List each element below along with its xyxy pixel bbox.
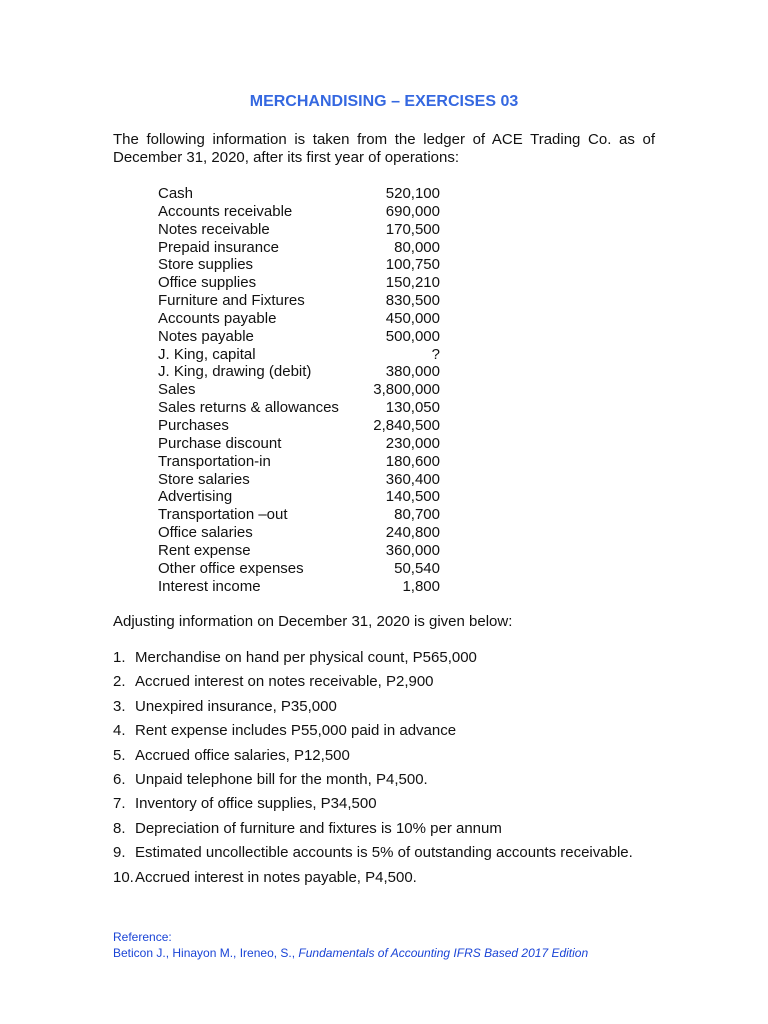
ledger-amount: 360,400: [385, 470, 440, 488]
reference-authors: Beticon J., Hinayon M., Ireneo, S.,: [113, 946, 299, 960]
ledger-amount: 180,600: [385, 452, 440, 470]
ledger-row: [158, 578, 440, 596]
ledger-account: Purchases: [158, 416, 229, 434]
adjustment-number: 10.: [113, 868, 134, 886]
ledger-account: Sales: [158, 381, 196, 399]
ledger-amount: 3,800,000: [373, 381, 440, 399]
ledger-account: Advertising: [158, 488, 233, 506]
adjustment-number: 1.: [113, 649, 126, 666]
ledger-account: Other office expenses: [158, 559, 304, 577]
ledger-amount: 360,000: [385, 541, 440, 559]
ledger-row: [158, 185, 440, 203]
ledger-account: Office supplies: [158, 274, 257, 292]
ledger-amount: 690,000: [385, 202, 440, 220]
ledger-amount: 80,000: [394, 238, 440, 256]
ledger-amount: 50,540: [394, 559, 440, 577]
ledger-list: [158, 185, 440, 595]
adjustment-item: [113, 770, 673, 794]
adjustment-number: 8.: [113, 819, 126, 837]
ledger-amount: 80,700: [394, 506, 440, 524]
adjustment-item: [113, 746, 673, 770]
ledger-account: Cash: [158, 185, 194, 202]
ledger-account: J. King, drawing (debit): [158, 363, 312, 381]
ledger-account: Transportation-in: [158, 452, 271, 470]
ledger-amount: 140,500: [385, 488, 440, 506]
adjustment-text: Accrued interest in notes payable, P4,500.: [135, 868, 417, 886]
ledger-row: [158, 221, 440, 239]
ledger-row: [158, 381, 440, 399]
ledger-account: Sales returns & allowances: [158, 399, 339, 417]
adjustment-number: 7.: [113, 795, 126, 813]
adjustment-text: Accrued interest on notes receivable, P2,900: [135, 673, 434, 691]
adjustment-item: [113, 868, 673, 892]
ledger-account: Office salaries: [158, 524, 253, 542]
adjustment-item: [113, 843, 673, 867]
adjustment-item: [113, 648, 673, 672]
ledger-row: [158, 274, 440, 292]
adjustment-text: Estimated uncollectible accounts is 5% of outstanding accounts receivable.: [135, 844, 633, 862]
ledger-account: Interest income: [158, 577, 261, 595]
ledger-row: [158, 506, 440, 524]
ledger-amount: 520,100: [385, 185, 440, 202]
ledger-row: [158, 417, 440, 435]
ledger-amount: 380,000: [385, 363, 440, 381]
adjustment-number: 4.: [113, 722, 126, 740]
ledger-row: [158, 560, 440, 578]
ledger-account: Accounts payable: [158, 309, 277, 327]
ledger-amount: 130,050: [385, 399, 440, 417]
reference-label: Reference:: [113, 930, 172, 944]
ledger-account: Notes receivable: [158, 220, 270, 238]
ledger-account: Notes payable: [158, 327, 254, 345]
ledger-account: Store supplies: [158, 256, 254, 274]
ledger-amount: 500,000: [385, 327, 440, 345]
ledger-account: Prepaid insurance: [158, 238, 279, 256]
ledger-row: [158, 363, 440, 381]
ledger-amount: 450,000: [385, 309, 440, 327]
ledger-row: [158, 453, 440, 471]
reference-citation: [113, 945, 588, 961]
adjustment-number: 3.: [113, 697, 126, 715]
adjustment-number: 2.: [113, 673, 126, 691]
ledger-amount: 150,210: [385, 274, 440, 292]
ledger-amount: 240,800: [385, 524, 440, 542]
ledger-amount: 230,000: [385, 434, 440, 452]
adjustment-item: [113, 721, 673, 745]
ledger-row: [158, 471, 440, 489]
adjustment-text: Merchandise on hand per physical count, P565,000: [135, 649, 477, 666]
adjustment-number: 6.: [113, 770, 126, 788]
ledger-account: Furniture and Fixtures: [158, 292, 305, 310]
ledger-account: Purchase discount: [158, 434, 282, 452]
ledger-row: [158, 542, 440, 560]
ledger-row: [158, 310, 440, 328]
adjustment-text: Depreciation of furniture and fixtures is 10% per annum: [135, 819, 502, 837]
ledger-amount: 1,800: [402, 577, 440, 595]
ledger-account: Transportation –out: [158, 506, 288, 524]
adjustment-item: [113, 672, 673, 696]
adjustment-number: 9.: [113, 844, 126, 862]
ledger-row: [158, 399, 440, 417]
ledger-account: Store salaries: [158, 470, 250, 488]
adjustment-text: Unexpired insurance, P35,000: [135, 697, 337, 715]
adjustment-text: Rent expense includes P55,000 paid in advance: [135, 722, 457, 740]
adjustment-item: [113, 819, 673, 843]
ledger-amount: 170,500: [385, 220, 440, 238]
ledger-row: [158, 346, 440, 364]
adjustment-number: 5.: [113, 746, 126, 764]
ledger-amount: 100,750: [385, 256, 440, 274]
ledger-row: [158, 435, 440, 453]
ledger-amount: 2,840,500: [373, 416, 440, 434]
reference-book: Fundamentals of Accounting IFRS Based 2017 Edition: [298, 946, 589, 960]
adjustment-item: [113, 697, 673, 721]
adjustment-text: Unpaid telephone bill for the month, P4,500.: [135, 770, 428, 788]
ledger-amount: 830,500: [385, 292, 440, 310]
ledger-row: [158, 524, 440, 542]
ledger-account: Accounts receivable: [158, 202, 293, 220]
adjustment-text: Inventory of office supplies, P34,500: [135, 795, 377, 813]
adjustment-item: [113, 794, 673, 818]
ledger-account: J. King, capital: [158, 345, 256, 363]
ledger-row: [158, 239, 440, 257]
ledger-account: Rent expense: [158, 541, 251, 559]
ledger-row: [158, 203, 440, 221]
page-title: MERCHANDISING – EXERCISES 03: [249, 93, 519, 110]
ledger-row: [158, 488, 440, 506]
ledger-row: [158, 328, 440, 346]
adjusting-intro: Adjusting information on December 31, 2020 is given below:: [113, 613, 513, 630]
intro-paragraph: The following information is taken from the ledger of ACE Trading Co. as of December 31, 2020, after its first year of operations:: [113, 131, 655, 166]
adjustments-list: [113, 648, 673, 892]
adjustment-text: Accrued office salaries, P12,500: [135, 746, 350, 764]
reference-block: [113, 929, 588, 961]
ledger-amount: ?: [431, 345, 440, 363]
ledger-row: [158, 292, 440, 310]
ledger-row: [158, 256, 440, 274]
